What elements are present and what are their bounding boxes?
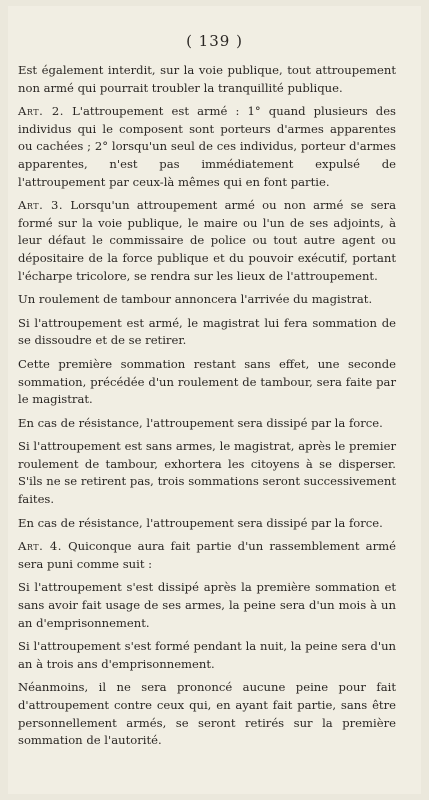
paragraph-text: Un roulement de tambour annoncera l'arrivée du magistrat. [18,292,373,307]
paragraph [18,356,396,409]
paragraph-text: En cas de résistance, l'attroupement sera dissipé par la force. [18,415,383,430]
paragraph-text: Néanmoins, il ne sera prononcé aucune peine pour fait d'attroupement contre ceux qui, en ayant fait partie, sans être personnellement armés, se seront retirés sur la première sommation de l'autorité. [18,680,396,748]
paragraph-text: Cette première sommation restant sans effet, une seconde sommation, précédée d'un roulement de tambour, sera faite par le magistrat. [18,356,396,407]
paragraph [18,438,396,508]
paragraph [18,62,396,97]
paragraph-text: Si l'attroupement s'est dissipé après la première sommation et sans avoir fait usage de ses armes, la peine sera d'un mois à un an d'emprisonnement. [18,580,396,630]
page-body [18,62,396,756]
paragraph-text: Si l'attroupement est sans armes, le magistrat, après le premier roulement de tambour, exhortera les citoyens à se disperser. S'ils ne se retirent pas, trois sommations seront successivement faites. [18,439,396,507]
paragraph-text: En cas de résistance, l'attroupement sera dissipé par la force. [18,515,383,530]
paragraph [18,415,396,433]
paragraph-text: Si l'attroupement est armé, le magistrat lui fera sommation de se dissoudre et de se retirer. [18,315,396,348]
article-label: Art. 2. [18,104,64,119]
paragraph [18,638,396,673]
paragraph [18,679,396,749]
paragraph [18,291,396,309]
paragraph [18,579,396,632]
paragraph-text: Quiconque aura fait partie d'un rassemblement armé sera puni comme suit : [18,539,396,571]
article-label: Art. 3. [18,198,64,213]
paragraph [18,515,396,533]
paragraph [18,103,396,191]
paragraph [18,315,396,350]
article-label: Art. 4. [18,539,62,554]
paragraph-text: Est également interdit, sur la voie publique, tout attroupement non armé qui pourrait troubler la tranquillité publique. [18,63,396,95]
paragraph-text: Si l'attroupement s'est formé pendant la nuit, la peine sera d'un an à trois ans d'emprisonnement. [18,639,396,671]
paragraph [18,197,396,285]
paragraph-text: L'attroupement est armé : 1° quand plusieurs des individus qui le composent sont porteurs d'armes apparentes ou cachées ; 2° lorsqu'un seul de ces individus, porteur d'armes apparentes, n'est pas immédiatement expulsé de l'attroupement par ceux-là mêmes qui en font partie. [18,104,396,189]
paragraph [18,538,396,573]
paragraph-text: Lorsqu'un attroupement armé ou non armé se sera formé sur la voie publique, le maire ou l'un de ses adjoints, à leur défaut le commissaire de police ou tout autre agent ou dépositaire de la force publique et du pouvoir exécutif, portant l'écharpe tricolore, se rendra sur les lieux de l'attroupement. [18,198,397,283]
page-number: ( 139 ) [186,32,243,50]
